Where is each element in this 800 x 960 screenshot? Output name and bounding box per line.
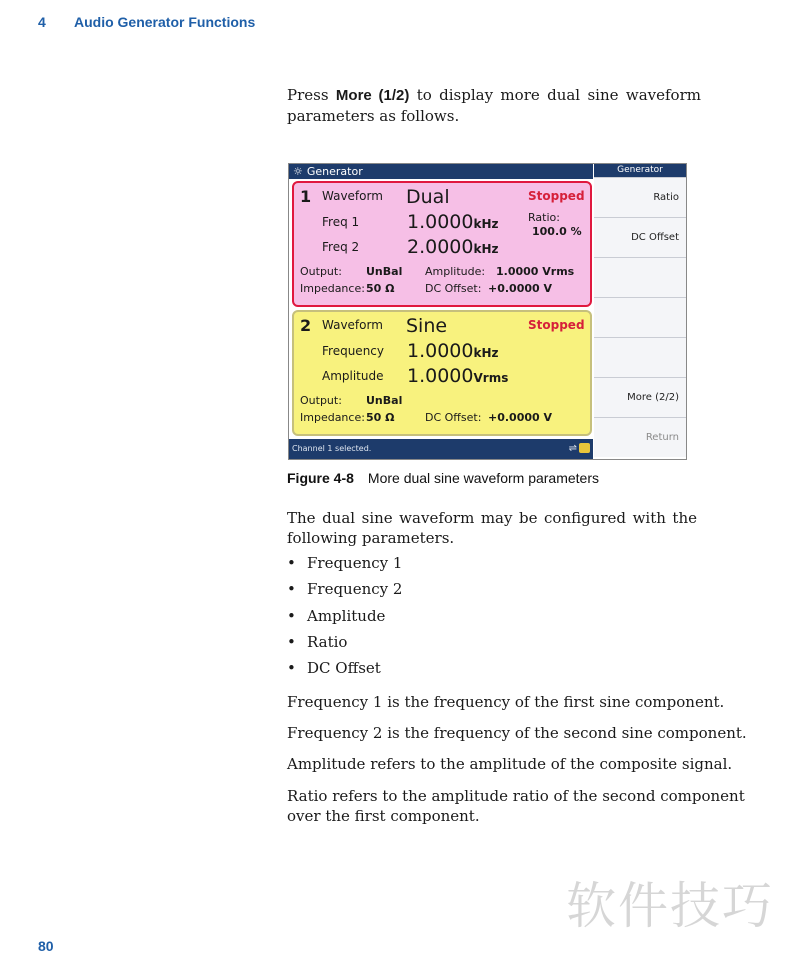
list-item-text: Ratio bbox=[307, 632, 348, 651]
intro-paragraph bbox=[287, 85, 701, 126]
ch1-dcoffset-label: DC Offset: bbox=[425, 282, 482, 295]
keylock-icon bbox=[579, 443, 590, 453]
softkey-column bbox=[594, 164, 686, 459]
ch2-output-value: UnBal bbox=[366, 394, 403, 407]
softkey-dc-offset[interactable]: DC Offset bbox=[594, 217, 686, 257]
body-paragraph-1: The dual sine waveform may be configured with the following parameters. bbox=[287, 509, 697, 547]
softkey-blank-1[interactable] bbox=[594, 257, 686, 297]
ch1-output-label: Output: bbox=[300, 265, 342, 278]
ch1-amplitude-label: Amplitude: bbox=[425, 265, 486, 278]
intro-before: Press bbox=[287, 86, 336, 104]
ch1-waveform-value: Dual bbox=[406, 186, 450, 208]
ch2-dcoffset-label: DC Offset: bbox=[425, 411, 482, 424]
ch2-waveform-label: Waveform bbox=[322, 318, 383, 332]
softkey-blank-3[interactable] bbox=[594, 337, 686, 377]
ch2-waveform-value: Sine bbox=[406, 315, 448, 337]
screen-titlebar bbox=[289, 164, 593, 179]
ch1-freq1-value: 1.0000 bbox=[407, 211, 474, 233]
ch2-freq-value: 1.0000 bbox=[407, 340, 474, 362]
ch2-amp-label: Amplitude bbox=[322, 369, 384, 383]
list-item: • Frequency 2 bbox=[287, 580, 403, 599]
watermark: 软件技巧 bbox=[566, 877, 774, 935]
ch1-freq2-unit: kHz bbox=[473, 242, 499, 256]
figure-caption bbox=[287, 470, 599, 486]
list-item-text: Amplitude bbox=[307, 606, 386, 625]
page-number: 80 bbox=[38, 938, 54, 954]
ch2-amp-unit: Vrms bbox=[473, 371, 509, 385]
ch2-amp-readout bbox=[407, 365, 508, 387]
chapter-number: 4 bbox=[38, 14, 46, 30]
ch1-impedance-value: 50 Ω bbox=[366, 282, 395, 295]
list-item: • Ratio bbox=[287, 632, 348, 651]
freq2-paragraph: Frequency 2 is the frequency of the second sine component. bbox=[287, 724, 747, 742]
freq1-paragraph: Frequency 1 is the frequency of the first sine component. bbox=[287, 693, 725, 711]
intro-key: More (1/2) bbox=[335, 87, 410, 104]
ch1-waveform-label: Waveform bbox=[322, 189, 383, 203]
screen-statusbar bbox=[289, 439, 593, 459]
ch1-status: Stopped bbox=[528, 189, 585, 203]
list-item-text: DC Offset bbox=[307, 659, 381, 678]
list-item: • Frequency 1 bbox=[287, 554, 403, 572]
ch1-ratio-label: Ratio: bbox=[528, 211, 560, 224]
usb-icon: ⇌ bbox=[568, 443, 577, 454]
figure-caption-text: More dual sine waveform parameters bbox=[367, 470, 600, 486]
figure-number: Figure 4-8 bbox=[287, 470, 354, 486]
list-item-text: Frequency 1 bbox=[307, 554, 403, 572]
generator-screenshot bbox=[288, 163, 687, 460]
list-item-text: Frequency 2 bbox=[307, 580, 403, 599]
ch1-output-value: UnBal bbox=[366, 265, 403, 278]
sun-icon: ☼ bbox=[293, 165, 303, 178]
channel-2-number: 2 bbox=[300, 316, 312, 335]
ch2-freq-readout bbox=[407, 340, 499, 362]
ch1-dcoffset-value: +0.0000 V bbox=[488, 282, 553, 295]
ch1-freq1-readout bbox=[407, 211, 499, 233]
ch2-status: Stopped bbox=[528, 318, 585, 332]
parameter-list bbox=[287, 553, 402, 684]
ch2-amp-value: 1.0000 bbox=[407, 365, 474, 387]
amplitude-paragraph: Amplitude refers to the amplitude of the composite signal. bbox=[287, 755, 733, 773]
chapter-title: Audio Generator Functions bbox=[74, 14, 256, 30]
softkey-blank-2[interactable] bbox=[594, 297, 686, 337]
softkey-title: Generator bbox=[594, 164, 686, 177]
channel-1-panel[interactable] bbox=[292, 181, 592, 307]
ch1-ratio-value: 100.0 % bbox=[532, 225, 582, 238]
ch2-freq-label: Frequency bbox=[322, 344, 384, 358]
ch1-freq2-readout bbox=[407, 236, 499, 258]
ch1-freq2-value: 2.0000 bbox=[407, 236, 474, 258]
ch1-freq1-unit: kHz bbox=[473, 217, 499, 231]
channel-1-number: 1 bbox=[300, 187, 312, 206]
channel-2-panel[interactable] bbox=[292, 310, 592, 436]
ch1-freq2-label: Freq 2 bbox=[322, 240, 360, 254]
softkey-ratio[interactable]: Ratio bbox=[594, 177, 686, 217]
ch1-impedance-label: Impedance: bbox=[300, 282, 365, 295]
ch1-freq1-label: Freq 1 bbox=[322, 215, 360, 229]
ch2-dcoffset-value: +0.0000 V bbox=[488, 411, 553, 424]
ch2-impedance-label: Impedance: bbox=[300, 411, 365, 424]
screen-title: Generator bbox=[306, 165, 363, 178]
ratio-paragraph: Ratio refers to the amplitude ratio of the second component over the first component. bbox=[287, 787, 745, 825]
ch1-amplitude-value: 1.0000 Vrms bbox=[496, 265, 575, 278]
ch2-output-label: Output: bbox=[300, 394, 342, 407]
list-item: • Amplitude bbox=[287, 606, 386, 625]
softkey-more[interactable]: More (2/2) bbox=[594, 377, 686, 417]
intro-after: to display more dual sine waveform parameters as follows. bbox=[287, 86, 701, 125]
ch2-impedance-value: 50 Ω bbox=[366, 411, 395, 424]
list-item: • DC Offset bbox=[287, 659, 381, 678]
softkey-return[interactable]: Return bbox=[594, 417, 686, 457]
ch2-freq-unit: kHz bbox=[473, 346, 499, 360]
status-message: Channel 1 selected. bbox=[292, 444, 372, 453]
